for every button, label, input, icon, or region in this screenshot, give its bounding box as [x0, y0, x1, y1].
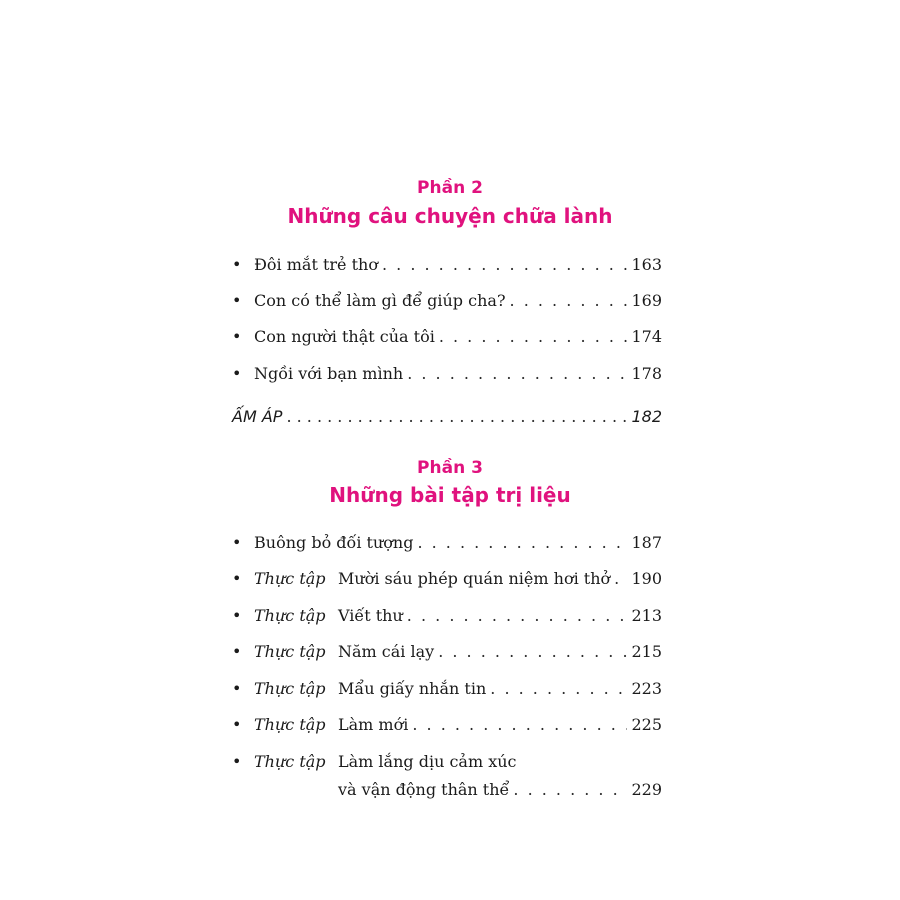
page-number: 178 [631, 364, 662, 383]
practice-tag: Thực tập [254, 642, 326, 661]
page-number: 163 [631, 255, 662, 274]
toc-entry[interactable] [232, 288, 662, 314]
entry-title: Đôi mắt trẻ thơ [254, 255, 378, 274]
page-number: 213 [631, 606, 662, 625]
entry-title: Mẩu giấy nhắn tin [338, 679, 487, 698]
toc-entry[interactable] [232, 603, 662, 629]
practice-tag: Thực tập [254, 606, 326, 625]
bullet: • [232, 364, 242, 383]
page-number: 223 [631, 679, 662, 698]
page-number: 169 [631, 291, 662, 310]
bullet: • [232, 606, 242, 625]
entry-title: Viết thư [338, 606, 403, 625]
entry-title: Làm lắng dịu cảm xúc [338, 752, 517, 771]
toc-entry-continuation[interactable] [338, 777, 662, 803]
page-number: 187 [631, 533, 662, 552]
bullet: • [232, 642, 242, 661]
interlude-title: ẤM ÁP [232, 407, 283, 426]
bullet: • [232, 255, 242, 274]
dot-leader [407, 361, 627, 387]
entry-title: Con có thể làm gì để giúp cha? [254, 291, 506, 310]
bullet: • [232, 327, 242, 346]
practice-tag: Thực tập [254, 679, 326, 698]
toc-entry[interactable] [232, 712, 662, 738]
entry-title: Làm mới [338, 715, 409, 734]
entry-title: Mười sáu phép quán niệm hơi thở [338, 569, 611, 588]
bullet: • [232, 752, 242, 771]
page-number: 225 [631, 715, 662, 734]
bullet: • [232, 569, 242, 588]
entry-title: Buông bỏ đối tượng [254, 533, 414, 552]
bullet: • [232, 533, 242, 552]
toc-entry[interactable] [232, 749, 662, 775]
bullet: • [232, 715, 242, 734]
toc-entry[interactable] [232, 639, 662, 665]
dot-leader [382, 252, 627, 278]
entry-title-line2: và vận động thân thể [338, 780, 510, 799]
dot-leader [439, 324, 628, 350]
dot-leader [438, 639, 627, 665]
page-number: 190 [631, 569, 662, 588]
part-2-title: Những câu chuyện chữa lành [287, 204, 613, 228]
bullet: • [232, 679, 242, 698]
toc-entry[interactable] [232, 676, 662, 702]
toc-entry[interactable] [232, 324, 662, 350]
practice-tag: Thực tập [254, 752, 326, 771]
practice-tag: Thực tập [254, 569, 326, 588]
page-number: 215 [631, 642, 662, 661]
dot-leader [614, 566, 627, 592]
practice-tag: Thực tập [254, 715, 326, 734]
dot-leader [407, 603, 628, 629]
bullet: • [232, 291, 242, 310]
toc-entry[interactable] [232, 252, 662, 278]
dot-leader [510, 288, 628, 314]
dot-leader [490, 676, 627, 702]
entry-title: Năm cái lạy [338, 642, 435, 661]
dot-leader [417, 530, 627, 556]
toc-interlude[interactable] [232, 404, 662, 430]
toc-entry[interactable] [232, 530, 662, 556]
dot-leader [412, 712, 627, 738]
page-number: 182 [631, 407, 662, 426]
entry-title: Con người thật của tôi [254, 327, 435, 346]
dot-leader [286, 404, 627, 430]
dot-leader [513, 777, 627, 803]
page-number: 229 [631, 780, 662, 799]
toc-entry[interactable] [232, 361, 662, 387]
part-2-label: Phần 2 [417, 178, 483, 198]
toc-entry[interactable] [232, 566, 662, 592]
page-number: 174 [631, 327, 662, 346]
part-3-label: Phần 3 [417, 458, 483, 478]
part-3-title: Những bài tập trị liệu [329, 483, 571, 507]
entry-title: Ngồi với bạn mình [254, 364, 404, 383]
